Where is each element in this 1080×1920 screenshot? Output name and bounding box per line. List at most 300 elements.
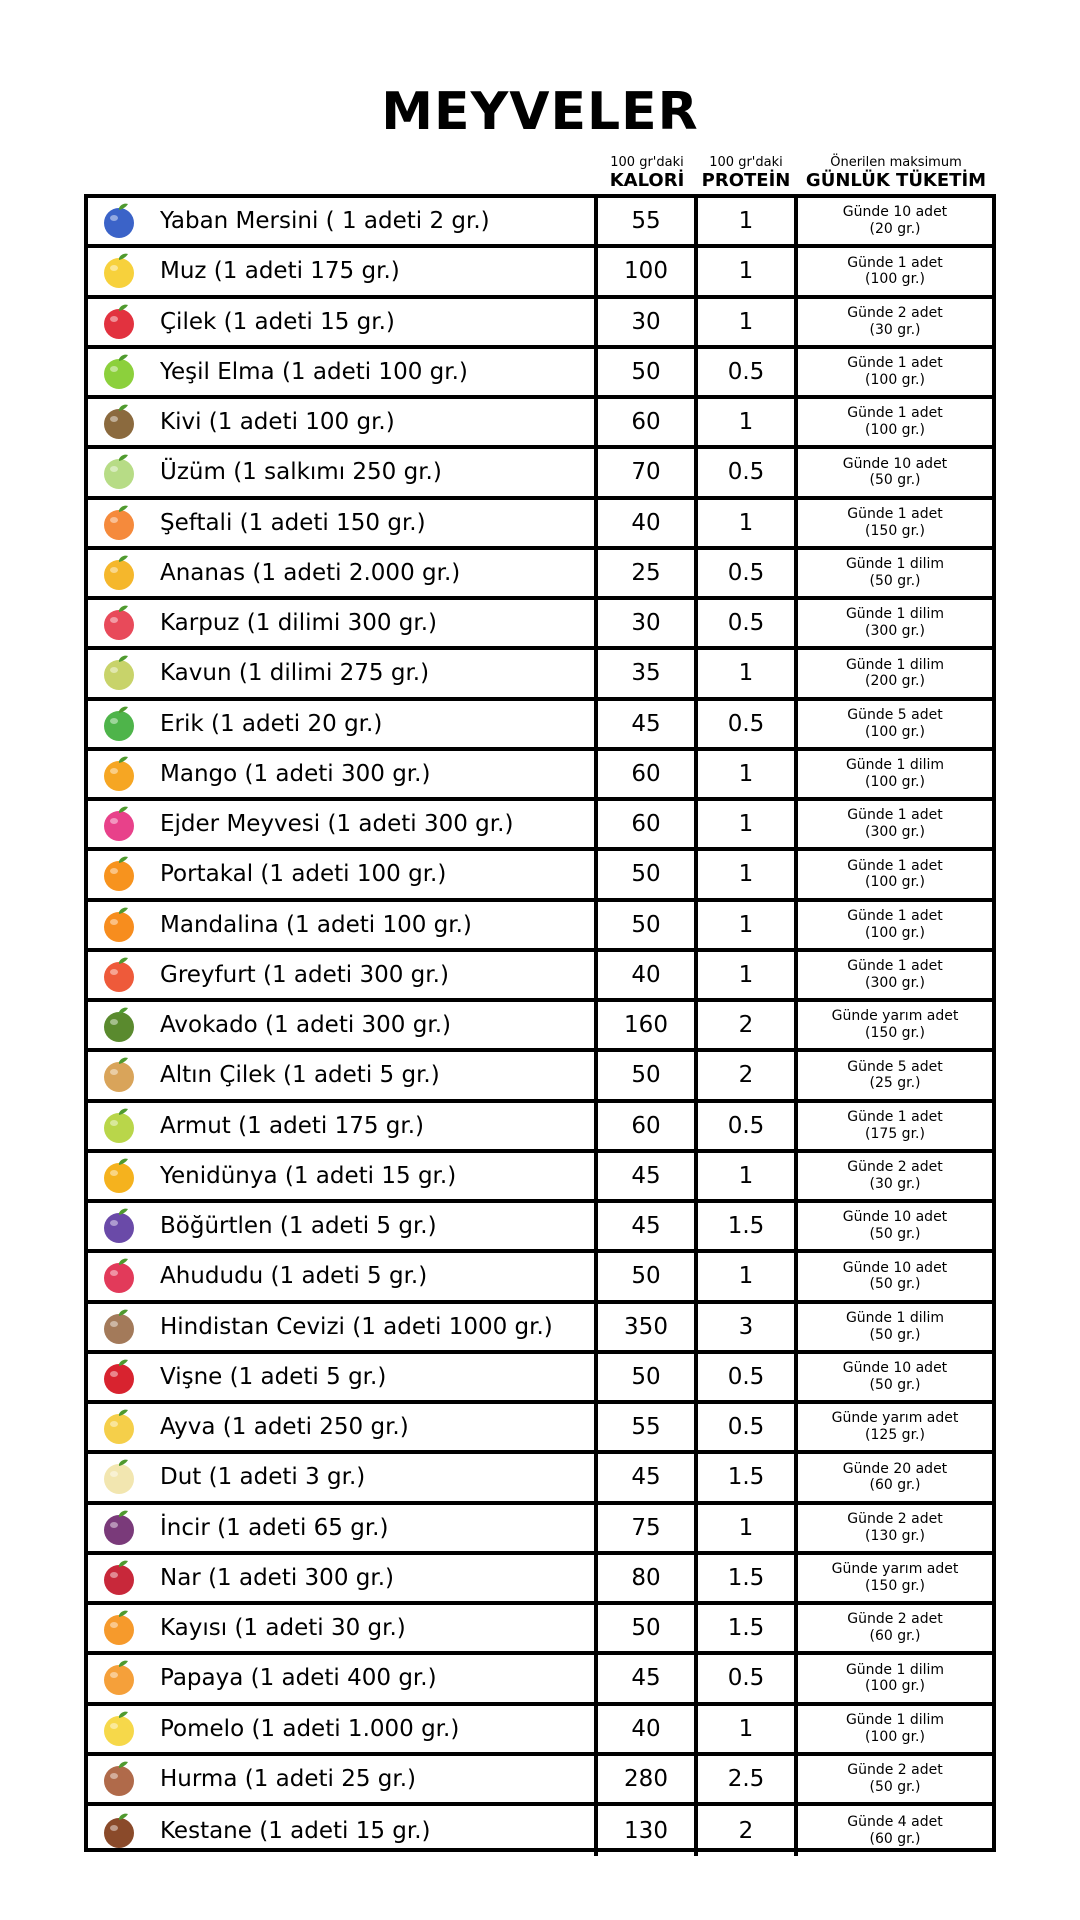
fruit-name: Kivi (1 adeti 100 gr.) — [160, 409, 395, 436]
coconut-icon — [98, 1306, 140, 1348]
protein-value: 2 — [698, 1002, 798, 1048]
blackberry-icon — [98, 1205, 140, 1247]
gunluk-grams: (130 gr.) — [865, 1527, 925, 1544]
gunluk-amount: Günde yarım adet — [831, 1410, 959, 1427]
gunluk-grams: (200 gr.) — [865, 673, 925, 690]
table-row — [88, 500, 992, 550]
gunluk-value — [798, 1002, 992, 1048]
gunluk-value — [798, 1052, 992, 1098]
kalori-value: 50 — [598, 1354, 698, 1400]
fruit-name: Böğürtlen (1 adeti 5 gr.) — [160, 1213, 437, 1240]
protein-value: 0.5 — [698, 701, 798, 747]
table-row — [88, 1555, 992, 1605]
kalori-value: 45 — [598, 1454, 698, 1500]
kalori-value: 350 — [598, 1304, 698, 1350]
kalori-value: 60 — [598, 1103, 698, 1149]
gunluk-grams: (150 gr.) — [865, 522, 925, 539]
gunluk-value — [798, 1505, 992, 1551]
peach-icon — [98, 502, 140, 544]
gunluk-value — [798, 1605, 992, 1651]
watermelon-icon — [98, 602, 140, 644]
fruit-name: Kayısı (1 adeti 30 gr.) — [160, 1615, 406, 1642]
gunluk-amount: Günde 1 adet — [847, 907, 943, 924]
gunluk-amount: Günde 10 adet — [842, 1360, 948, 1377]
fruit-name: Ayva (1 adeti 250 gr.) — [160, 1414, 409, 1441]
table-row — [88, 550, 992, 600]
gunluk-value — [798, 1253, 992, 1299]
fruit-name-cell — [88, 851, 598, 897]
header-kalori-label: KALORİ — [609, 170, 685, 191]
gunluk-value — [798, 1103, 992, 1149]
fruit-name-cell — [88, 751, 598, 797]
gunluk-amount: Günde 1 dilim — [845, 757, 945, 774]
fruit-name-cell — [88, 1706, 598, 1752]
protein-value: 1.5 — [698, 1454, 798, 1500]
header-kalori — [598, 156, 696, 190]
kalori-value: 50 — [598, 1253, 698, 1299]
kalori-value: 100 — [598, 248, 698, 294]
gunluk-grams: (100 gr.) — [865, 271, 925, 288]
protein-value: 0.5 — [698, 1404, 798, 1450]
gunluk-amount: Günde yarım adet — [831, 1561, 959, 1578]
protein-value: 1.5 — [698, 1203, 798, 1249]
header-kalori-sub: 100 gr'daki — [610, 155, 684, 170]
fruit-name-cell — [88, 952, 598, 998]
gunluk-amount: Günde 10 adet — [842, 1259, 948, 1276]
gunluk-grams: (50 gr.) — [869, 572, 921, 589]
tangerine-icon — [98, 904, 140, 946]
plum-icon — [98, 703, 140, 745]
gunluk-value — [798, 751, 992, 797]
protein-value: 1 — [698, 751, 798, 797]
fruit-name-cell — [88, 1454, 598, 1500]
protein-value: 2 — [698, 1052, 798, 1098]
gunluk-amount: Günde 4 adet — [847, 1814, 943, 1831]
kalori-value: 50 — [598, 1052, 698, 1098]
gunluk-amount: Günde 1 dilim — [845, 556, 945, 573]
kiwi-icon — [98, 401, 140, 443]
fruit-name: Papaya (1 adeti 400 gr.) — [160, 1665, 437, 1692]
gunluk-amount: Günde 1 dilim — [845, 1711, 945, 1728]
gunluk-value — [798, 1203, 992, 1249]
gunluk-amount: Günde 10 adet — [842, 455, 948, 472]
kalori-value: 40 — [598, 500, 698, 546]
gunluk-grams: (30 gr.) — [869, 1175, 921, 1192]
gunluk-value — [798, 851, 992, 897]
protein-value: 1 — [698, 248, 798, 294]
fruit-name-cell — [88, 801, 598, 847]
banana-icon — [98, 250, 140, 292]
gunluk-amount: Günde 1 adet — [847, 958, 943, 975]
header-protein-sub: 100 gr'daki — [709, 155, 783, 170]
fruit-name: Greyfurt (1 adeti 300 gr.) — [160, 961, 449, 988]
kalori-value: 60 — [598, 801, 698, 847]
table-row — [88, 650, 992, 700]
table-row — [88, 1354, 992, 1404]
kalori-value: 80 — [598, 1555, 698, 1601]
kalori-value: 40 — [598, 1706, 698, 1752]
gunluk-amount: Günde 1 dilim — [845, 1661, 945, 1678]
fruit-name: Muz (1 adeti 175 gr.) — [160, 258, 400, 285]
strawberry-icon — [98, 301, 140, 343]
kalori-value: 45 — [598, 1203, 698, 1249]
gunluk-grams: (100 gr.) — [865, 371, 925, 388]
table-row — [88, 902, 992, 952]
fig-icon — [98, 1507, 140, 1549]
grapefruit-icon — [98, 954, 140, 996]
gunluk-grams: (100 gr.) — [865, 874, 925, 891]
chestnut-icon — [98, 1810, 140, 1852]
table-row — [88, 1756, 992, 1806]
gunluk-grams: (300 gr.) — [865, 974, 925, 991]
table-row — [88, 1052, 992, 1102]
gunluk-amount: Günde 2 adet — [847, 1510, 943, 1527]
gunluk-amount: Günde 1 adet — [847, 857, 943, 874]
table-row — [88, 1454, 992, 1504]
gunluk-value — [798, 1555, 992, 1601]
fruit-name: Kestane (1 adeti 15 gr.) — [160, 1818, 431, 1845]
table-row — [88, 1706, 992, 1756]
protein-value: 0.5 — [698, 1354, 798, 1400]
fruit-name-cell — [88, 248, 598, 294]
fruit-name-cell — [88, 1203, 598, 1249]
fruit-name-cell — [88, 650, 598, 696]
gunluk-value — [798, 550, 992, 596]
fruit-name-cell — [88, 1605, 598, 1651]
fruit-name: Yeşil Elma (1 adeti 100 gr.) — [160, 358, 468, 385]
kalori-value: 45 — [598, 1655, 698, 1701]
kalori-value: 40 — [598, 952, 698, 998]
green-apple-icon — [98, 351, 140, 393]
protein-value: 1 — [698, 1706, 798, 1752]
table-row — [88, 851, 992, 901]
kalori-value: 280 — [598, 1756, 698, 1802]
gunluk-value — [798, 952, 992, 998]
orange-icon — [98, 853, 140, 895]
gunluk-amount: Günde 1 adet — [847, 355, 943, 372]
fruit-name-cell — [88, 1806, 598, 1856]
gunluk-amount: Günde yarım adet — [831, 1008, 959, 1025]
gunluk-value — [798, 1806, 992, 1856]
fruit-name: Yenidünya (1 adeti 15 gr.) — [160, 1162, 457, 1189]
fruit-name-cell — [88, 299, 598, 345]
protein-value: 1 — [698, 650, 798, 696]
kalori-value: 45 — [598, 701, 698, 747]
fruit-name: Ahududu (1 adeti 5 gr.) — [160, 1263, 428, 1290]
kalori-value: 50 — [598, 1605, 698, 1651]
protein-value: 1 — [698, 299, 798, 345]
fruit-name-cell — [88, 1655, 598, 1701]
cherry-icon — [98, 1356, 140, 1398]
mango-icon — [98, 753, 140, 795]
gunluk-amount: Günde 5 adet — [847, 1058, 943, 1075]
gunluk-grams: (150 gr.) — [865, 1025, 925, 1042]
header-gunluk — [796, 156, 996, 190]
protein-value: 1 — [698, 1253, 798, 1299]
fruit-name: Armut (1 adeti 175 gr.) — [160, 1112, 425, 1139]
gunluk-amount: Günde 5 adet — [847, 706, 943, 723]
pomegranate-icon — [98, 1557, 140, 1599]
table-row — [88, 952, 992, 1002]
physalis-icon — [98, 1054, 140, 1096]
fruit-name-cell — [88, 550, 598, 596]
table-row — [88, 701, 992, 751]
table-row — [88, 1253, 992, 1303]
kalori-value: 30 — [598, 600, 698, 646]
fruit-name: Mandalina (1 adeti 100 gr.) — [160, 911, 472, 938]
raspberry-icon — [98, 1255, 140, 1297]
fruit-name: Hindistan Cevizi (1 adeti 1000 gr.) — [160, 1313, 553, 1340]
gunluk-grams: (300 gr.) — [865, 824, 925, 841]
kalori-value: 75 — [598, 1505, 698, 1551]
fruit-name-cell — [88, 1304, 598, 1350]
fruit-name-cell — [88, 1153, 598, 1199]
protein-value: 1 — [698, 399, 798, 445]
fruit-name: İncir (1 adeti 65 gr.) — [160, 1514, 389, 1541]
kalori-value: 130 — [598, 1806, 698, 1856]
fruit-name-cell — [88, 902, 598, 948]
kalori-value: 35 — [598, 650, 698, 696]
fruit-name: Hurma (1 adeti 25 gr.) — [160, 1765, 417, 1792]
fruit-name: Altın Çilek (1 adeti 5 gr.) — [160, 1062, 440, 1089]
gunluk-amount: Günde 2 adet — [847, 1762, 943, 1779]
date-icon — [98, 1758, 140, 1800]
gunluk-grams: (100 gr.) — [865, 773, 925, 790]
gunluk-amount: Günde 1 adet — [847, 405, 943, 422]
gunluk-amount: Günde 1 adet — [847, 505, 943, 522]
table-row — [88, 399, 992, 449]
gunluk-grams: (100 gr.) — [865, 1728, 925, 1745]
gunluk-amount: Günde 1 adet — [847, 807, 943, 824]
protein-value: 1 — [698, 952, 798, 998]
fruit-name: Portakal (1 adeti 100 gr.) — [160, 861, 447, 888]
protein-value: 0.5 — [698, 349, 798, 395]
gunluk-amount: Günde 1 dilim — [845, 606, 945, 623]
kalori-value: 45 — [598, 1153, 698, 1199]
protein-value: 1 — [698, 1505, 798, 1551]
gunluk-amount: Günde 1 adet — [847, 254, 943, 271]
kalori-value: 70 — [598, 449, 698, 495]
apricot-icon — [98, 1607, 140, 1649]
fruit-name: Pomelo (1 adeti 1.000 gr.) — [160, 1715, 460, 1742]
gunluk-amount: Günde 10 adet — [842, 1209, 948, 1226]
gunluk-grams: (60 gr.) — [869, 1831, 921, 1848]
table-row — [88, 1505, 992, 1555]
gunluk-grams: (175 gr.) — [865, 1125, 925, 1142]
kalori-value: 60 — [598, 751, 698, 797]
protein-value: 1 — [698, 500, 798, 546]
protein-value: 1 — [698, 1153, 798, 1199]
gunluk-grams: (50 gr.) — [869, 1276, 921, 1293]
fruit-name: Vişne (1 adeti 5 gr.) — [160, 1363, 387, 1390]
table-row — [88, 1203, 992, 1253]
gunluk-grams: (150 gr.) — [865, 1577, 925, 1594]
protein-value: 1 — [698, 801, 798, 847]
gunluk-value — [798, 198, 992, 244]
table-row — [88, 1304, 992, 1354]
gunluk-grams: (60 gr.) — [869, 1477, 921, 1494]
dragonfruit-icon — [98, 803, 140, 845]
protein-value: 1 — [698, 198, 798, 244]
fruit-name: Ejder Meyvesi (1 adeti 300 gr.) — [160, 811, 514, 838]
gunluk-value — [798, 449, 992, 495]
table-row — [88, 299, 992, 349]
fruit-table — [84, 194, 996, 1852]
table-row — [88, 751, 992, 801]
gunluk-value — [798, 1354, 992, 1400]
gunluk-value — [798, 1153, 992, 1199]
gunluk-value — [798, 1304, 992, 1350]
fruit-name-cell — [88, 701, 598, 747]
fruit-name-cell — [88, 1253, 598, 1299]
fruit-name: Nar (1 adeti 300 gr.) — [160, 1564, 394, 1591]
gunluk-amount: Günde 10 adet — [842, 204, 948, 221]
gunluk-value — [798, 1454, 992, 1500]
protein-value: 0.5 — [698, 449, 798, 495]
mulberry-icon — [98, 1456, 140, 1498]
fruit-name: Şeftali (1 adeti 150 gr.) — [160, 509, 426, 536]
fruit-name-cell — [88, 1354, 598, 1400]
fruit-name: Üzüm (1 salkımı 250 gr.) — [160, 459, 442, 486]
gunluk-grams: (100 gr.) — [865, 1678, 925, 1695]
header-protein — [696, 156, 796, 190]
fruit-name: Ananas (1 adeti 2.000 gr.) — [160, 559, 461, 586]
fruit-name-cell — [88, 1103, 598, 1149]
protein-value: 1 — [698, 902, 798, 948]
blueberry-icon — [98, 200, 140, 242]
fruit-name-cell — [88, 600, 598, 646]
fruit-name: Çilek (1 adeti 15 gr.) — [160, 308, 395, 335]
fruit-name: Yaban Mersini ( 1 adeti 2 gr.) — [160, 208, 490, 235]
kalori-value: 50 — [598, 851, 698, 897]
page-title: MEYVELER — [381, 82, 699, 142]
gunluk-grams: (60 gr.) — [869, 1628, 921, 1645]
protein-value: 0.5 — [698, 1103, 798, 1149]
pineapple-icon — [98, 552, 140, 594]
header-gunluk-sub: Önerilen maksimum — [830, 155, 962, 170]
fruit-name: Avokado (1 adeti 300 gr.) — [160, 1012, 451, 1039]
gunluk-value — [798, 349, 992, 395]
pomelo-icon — [98, 1708, 140, 1750]
papaya-icon — [98, 1657, 140, 1699]
gunluk-grams: (100 gr.) — [865, 723, 925, 740]
table-row — [88, 349, 992, 399]
fruit-name-cell — [88, 449, 598, 495]
kalori-value: 60 — [598, 399, 698, 445]
gunluk-value — [798, 701, 992, 747]
gunluk-value — [798, 902, 992, 948]
table-row — [88, 198, 992, 248]
protein-value: 1.5 — [698, 1605, 798, 1651]
gunluk-value — [798, 650, 992, 696]
gunluk-value — [798, 1404, 992, 1450]
header-gunluk-label: GÜNLÜK TÜKETİM — [805, 170, 987, 191]
table-row — [88, 1655, 992, 1705]
gunluk-grams: (100 gr.) — [865, 924, 925, 941]
fruit-name: Karpuz (1 dilimi 300 gr.) — [160, 610, 438, 637]
table-row — [88, 1103, 992, 1153]
protein-value: 2.5 — [698, 1756, 798, 1802]
protein-value: 0.5 — [698, 600, 798, 646]
fruit-name-cell — [88, 399, 598, 445]
fruit-name: Mango (1 adeti 300 gr.) — [160, 760, 431, 787]
fruit-name-cell — [88, 1052, 598, 1098]
fruit-name: Kavun (1 dilimi 275 gr.) — [160, 660, 430, 687]
table-row — [88, 801, 992, 851]
pear-icon — [98, 1105, 140, 1147]
gunluk-grams: (300 gr.) — [865, 623, 925, 640]
gunluk-grams: (125 gr.) — [865, 1427, 925, 1444]
protein-value: 0.5 — [698, 1655, 798, 1701]
avocado-icon — [98, 1004, 140, 1046]
gunluk-amount: Günde 1 adet — [847, 1108, 943, 1125]
table-row — [88, 1806, 992, 1856]
fruit-name-cell — [88, 1555, 598, 1601]
fruit-name-cell — [88, 1404, 598, 1450]
gunluk-amount: Günde 20 adet — [842, 1460, 948, 1477]
table-row — [88, 600, 992, 650]
header-protein-label: PROTEİN — [701, 170, 791, 191]
fruit-name-cell — [88, 349, 598, 395]
gunluk-grams: (20 gr.) — [869, 221, 921, 238]
table-row — [88, 1153, 992, 1203]
fruit-name-cell — [88, 1756, 598, 1802]
loquat-icon — [98, 1155, 140, 1197]
protein-value: 2 — [698, 1806, 798, 1856]
quince-icon — [98, 1406, 140, 1448]
fruit-name-cell — [88, 198, 598, 244]
table-row — [88, 1002, 992, 1052]
table-row — [88, 1404, 992, 1454]
fruit-name-cell — [88, 1505, 598, 1551]
gunluk-value — [798, 600, 992, 646]
gunluk-grams: (30 gr.) — [869, 321, 921, 338]
gunluk-grams: (50 gr.) — [869, 1226, 921, 1243]
kalori-value: 50 — [598, 349, 698, 395]
gunluk-amount: Günde 1 dilim — [845, 1309, 945, 1326]
gunluk-value — [798, 500, 992, 546]
grape-icon — [98, 451, 140, 493]
fruit-name-cell — [88, 1002, 598, 1048]
kalori-value: 50 — [598, 902, 698, 948]
protein-value: 1 — [698, 851, 798, 897]
gunluk-amount: Günde 1 dilim — [845, 656, 945, 673]
gunluk-grams: (50 gr.) — [869, 1326, 921, 1343]
protein-value: 3 — [698, 1304, 798, 1350]
gunluk-value — [798, 1655, 992, 1701]
kalori-value: 55 — [598, 1404, 698, 1450]
gunluk-value — [798, 248, 992, 294]
melon-icon — [98, 652, 140, 694]
table-row — [88, 1605, 992, 1655]
protein-value: 1.5 — [698, 1555, 798, 1601]
gunluk-value — [798, 299, 992, 345]
gunluk-grams: (25 gr.) — [869, 1075, 921, 1092]
fruit-name: Erik (1 adeti 20 gr.) — [160, 710, 383, 737]
gunluk-grams: (50 gr.) — [869, 472, 921, 489]
gunluk-value — [798, 801, 992, 847]
fruit-name-cell — [88, 500, 598, 546]
gunluk-value — [798, 1706, 992, 1752]
table-row — [88, 248, 992, 298]
gunluk-grams: (100 gr.) — [865, 422, 925, 439]
gunluk-value — [798, 1756, 992, 1802]
kalori-value: 30 — [598, 299, 698, 345]
kalori-value: 55 — [598, 198, 698, 244]
gunluk-value — [798, 399, 992, 445]
protein-value: 0.5 — [698, 550, 798, 596]
gunluk-grams: (50 gr.) — [869, 1778, 921, 1795]
